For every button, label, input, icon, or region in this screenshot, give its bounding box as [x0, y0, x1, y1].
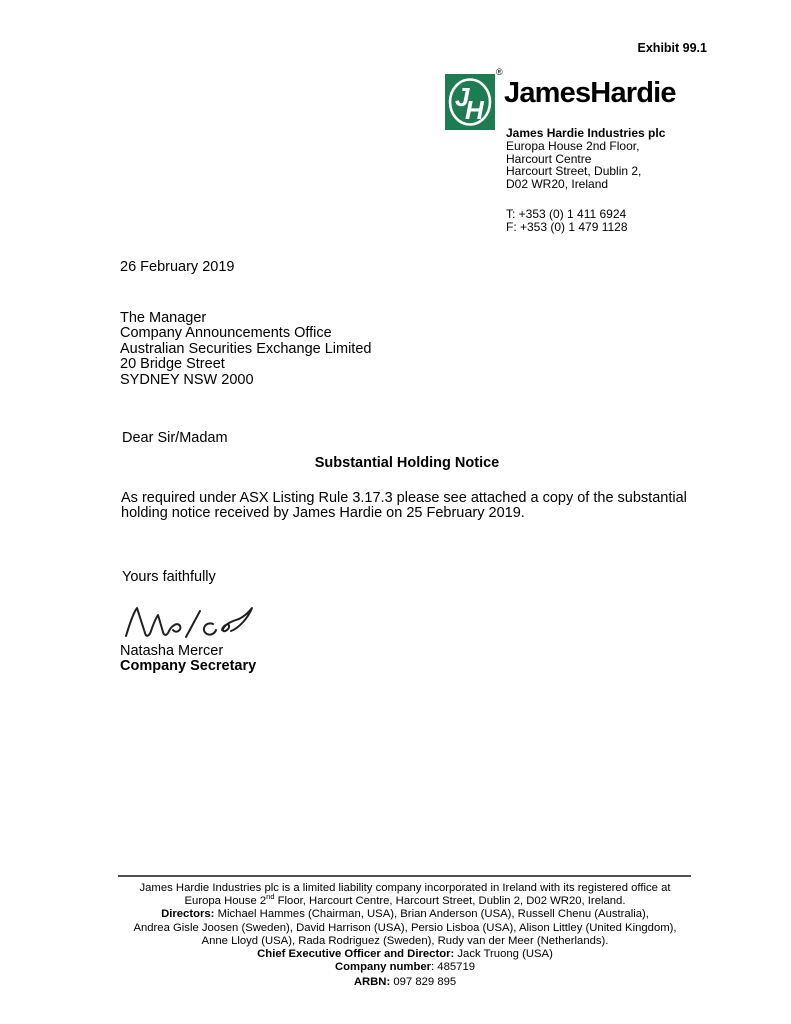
recipient-line: The Manager — [120, 310, 207, 326]
address-company-name: James Hardie Industries plc — [506, 126, 666, 140]
address-spacer — [506, 191, 665, 208]
letter-date: 26 February 2019 — [120, 259, 235, 275]
recipient-line: Australian Securities Exchange Limited — [120, 340, 372, 357]
recipient-line: SYDNEY NSW 2000 — [120, 371, 254, 388]
recipient-line: 20 Bridge Street — [120, 356, 225, 373]
jh-logo-icon — [445, 74, 495, 130]
salutation: Dear Sir/Madam — [122, 430, 228, 446]
company-address-block — [506, 127, 665, 234]
directors-label: Directors: — [161, 908, 215, 921]
fax-line: F: +353 (0) 1 479 1128 — [506, 219, 628, 234]
address-line: D02 WR20, Ireland — [506, 177, 609, 192]
address-line: Europa House 2nd Floor, — [506, 138, 640, 153]
signatory-name: Natasha Mercer — [120, 643, 224, 659]
registered-trademark-icon: ® — [496, 67, 503, 77]
body-paragraph: As required under ASX Listing Rule 3.17.3 please see attached a copy of the substantial holding notice received by James Hardie on 25 February 2019. — [121, 490, 687, 522]
ceo-label: Chief Executive Officer and Director: — [257, 948, 455, 961]
footer-ceo-line: Chief Executive Officer and Director: Jack Truong (USA) — [257, 948, 553, 961]
footer-divider — [118, 875, 691, 877]
jh-monogram-j: J — [455, 82, 470, 112]
handwritten-signature-icon — [122, 601, 259, 645]
recipient-line: Company Announcements Office — [120, 325, 332, 342]
arbn-label: ARBN: — [353, 976, 391, 989]
address-line: Harcourt Centre — [506, 151, 592, 166]
recipient-block — [120, 311, 371, 388]
exhibit-label: Exhibit 99.1 — [637, 41, 707, 55]
company-logo — [445, 67, 505, 130]
footer-directors-line2: Andrea Gisle Joosen (Sweden), David Harrison (USA), Persio Lisboa (USA), Alison Littley (United Kingdom), — [133, 921, 677, 934]
footer — [85, 882, 725, 990]
footer-company-number-line: Company number: 485719 — [334, 961, 476, 974]
subject-title: Substantial Holding Notice — [314, 455, 500, 471]
signatory-title: Company Secretary — [120, 658, 257, 675]
address-line: Harcourt Street, Dublin 2, — [506, 164, 642, 179]
phone-line: T: +353 (0) 1 411 6924 — [506, 206, 627, 221]
closing-line: Yours faithfully — [122, 569, 216, 585]
footer-registered-office-line1: James Hardie Industries plc is a limited liability company incorporated in Ireland with its registered office at — [139, 882, 671, 894]
footer-registered-office-line2: Europa House 2nd Floor, Harcourt Centre, Harcourt Street, Dublin 2, D02 WR20, Ireland. — [184, 892, 626, 908]
superscript-nd: nd — [266, 892, 275, 902]
brand-wordmark: JamesHardie — [504, 77, 676, 109]
signatory-block — [120, 644, 256, 675]
company-number-label: Company number — [334, 961, 432, 974]
jh-monogram-h: H — [465, 95, 484, 125]
footer-arbn-line: ARBN: 097 829 895 — [353, 976, 457, 989]
footer-directors-line1: Directors: Michael Hammes (Chairman, USA), Brian Anderson (USA), Russell Chenu (Australia), — [161, 908, 649, 921]
footer-directors-line3: Anne Lloyd (USA), Rada Rodriguez (Sweden), Rudy van der Meer (Netherlands). — [201, 934, 609, 947]
